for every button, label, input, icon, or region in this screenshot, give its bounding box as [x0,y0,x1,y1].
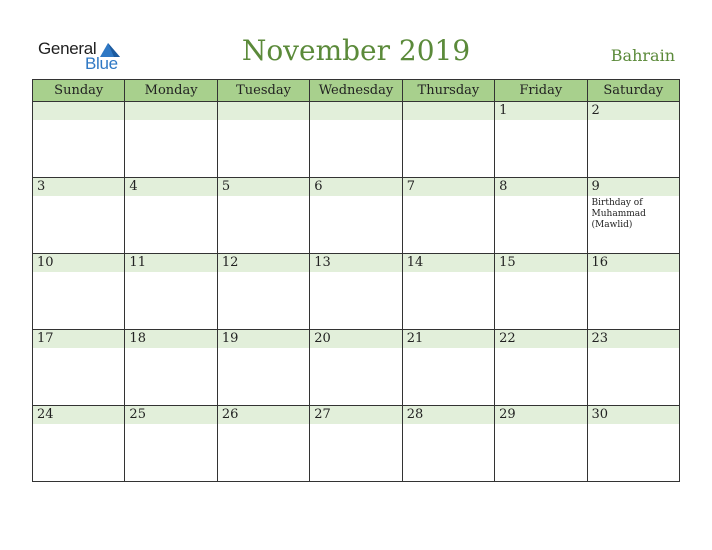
day-number [125,102,216,120]
day-cell [495,406,587,482]
country-label: Bahrain [610,46,675,65]
day-cell [33,178,125,254]
page-title: November 2019 [241,34,471,67]
day-cell [33,406,125,482]
day-cell [587,254,679,330]
day-number: 1 [495,102,586,120]
holiday-event: Birthday of Muhammad (Mawlid) [591,198,646,230]
day-cell [125,406,217,482]
day-cell [495,330,587,406]
empty-day-cell [33,102,125,178]
day-number [33,102,124,120]
day-cell [310,330,402,406]
day-number: 8 [495,178,586,196]
day-cell [587,330,679,406]
weekday-wednesday: Wednesday [310,80,402,102]
day-number: 2 [588,102,679,120]
calendar-grid [32,79,680,482]
day-cell [587,178,679,254]
weekday-saturday: Saturday [587,80,679,102]
weekday-header-row [33,80,680,102]
day-number: 21 [403,330,494,348]
day-cell [33,254,125,330]
day-cell [587,406,679,482]
day-number: 23 [588,330,679,348]
day-cell [33,330,125,406]
weekday-sunday: Sunday [33,80,125,102]
day-number: 17 [33,330,124,348]
day-cell [217,406,309,482]
week-row [33,102,680,178]
day-number: 28 [403,406,494,424]
day-cell [587,102,679,178]
day-cell [125,254,217,330]
week-row [33,254,680,330]
week-row [33,406,680,482]
day-cell [217,330,309,406]
day-number: 7 [403,178,494,196]
day-number: 25 [125,406,216,424]
day-number: 20 [310,330,401,348]
day-cell [310,178,402,254]
day-number: 18 [125,330,216,348]
logo-word-general: General [38,39,97,58]
day-number: 9 [588,178,679,196]
day-cell [125,178,217,254]
day-number: 24 [33,406,124,424]
day-number: 27 [310,406,401,424]
day-cell [402,178,494,254]
day-number: 13 [310,254,401,272]
day-cell [217,178,309,254]
day-cell [495,254,587,330]
day-cell [402,254,494,330]
empty-day-cell [217,102,309,178]
day-number: 12 [218,254,309,272]
day-cell [495,178,587,254]
day-cell [217,254,309,330]
day-number [403,102,494,120]
week-row [33,330,680,406]
day-number: 15 [495,254,586,272]
day-number: 16 [588,254,679,272]
day-number: 10 [33,254,124,272]
empty-day-cell [310,102,402,178]
logo-word-blue: Blue [85,54,118,73]
day-number: 22 [495,330,586,348]
day-number: 19 [218,330,309,348]
weekday-friday: Friday [495,80,587,102]
day-cell [310,406,402,482]
day-number: 6 [310,178,401,196]
day-cell [402,330,494,406]
day-number [310,102,401,120]
empty-day-cell [402,102,494,178]
weekday-tuesday: Tuesday [217,80,309,102]
day-number: 30 [588,406,679,424]
week-row [33,178,680,254]
day-cell [495,102,587,178]
day-number: 14 [403,254,494,272]
day-number [218,102,309,120]
day-number: 3 [33,178,124,196]
day-cell [402,406,494,482]
day-number: 4 [125,178,216,196]
day-cell [125,330,217,406]
empty-day-cell [125,102,217,178]
day-number: 26 [218,406,309,424]
day-number: 5 [218,178,309,196]
weekday-thursday: Thursday [402,80,494,102]
day-number: 11 [125,254,216,272]
day-number: 29 [495,406,586,424]
weekday-monday: Monday [125,80,217,102]
day-cell [310,254,402,330]
